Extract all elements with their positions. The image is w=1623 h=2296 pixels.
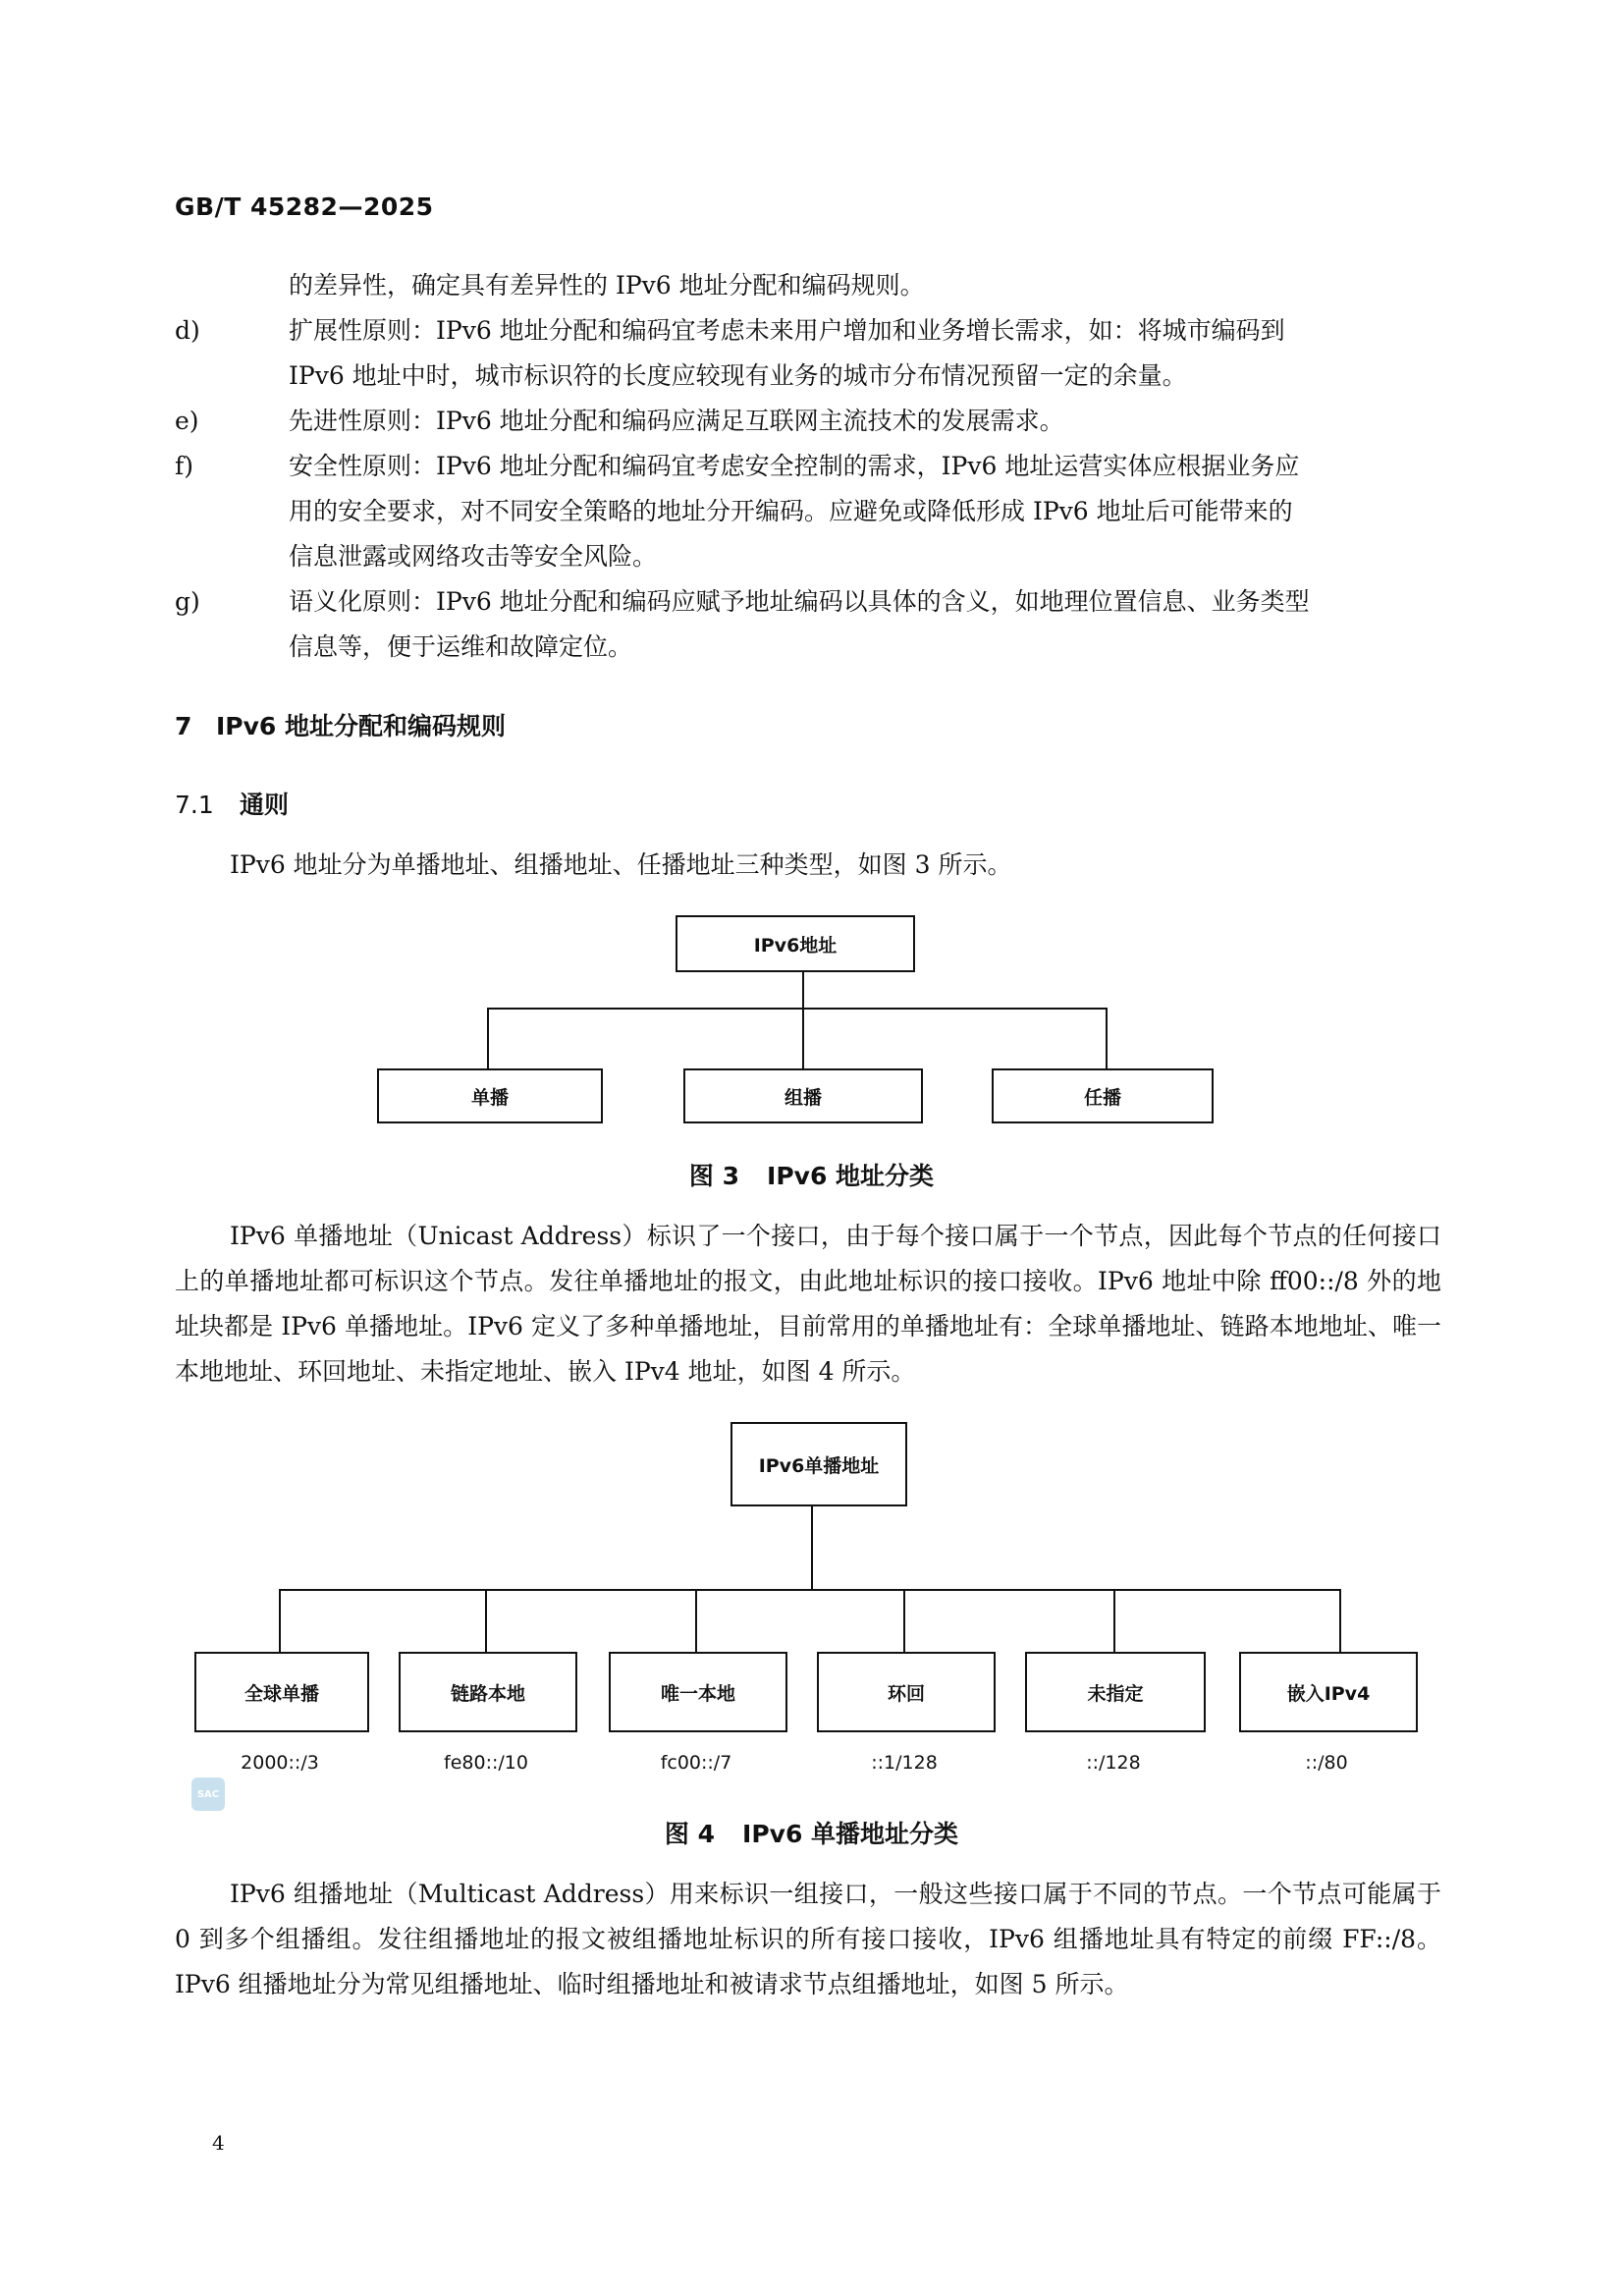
- list-text: 安全性原则：IPv6 地址分配和编码宜考虑安全控制的需求，IPv6 地址运营实体应根据业务应: [289, 452, 1300, 480]
- caption-text: IPv6 地址分类: [767, 1162, 935, 1190]
- section-number: 7: [175, 712, 192, 740]
- sac-watermark-logo: SAC: [191, 1777, 225, 1811]
- principle-d-continuation: IPv6 地址中时，城市标识符的长度应较现有业务的城市分布情况预留一定的余量。: [289, 361, 1187, 390]
- principle-item-e: [175, 399, 1451, 444]
- list-text: 语义化原则：IPv6 地址分配和编码应赋予地址编码以具体的含义，如地理位置信息、业务类型: [289, 587, 1310, 616]
- connector-line: [485, 1589, 487, 1652]
- standard-code: GB/T 45282—2025: [175, 192, 434, 221]
- list-text: 先进性原则：IPv6 地址分配和编码应满足互联网主流技术的发展需求。: [289, 407, 1064, 435]
- prefix-label: ::/80: [1305, 1752, 1348, 1774]
- paragraph-unicast: IPv6 单播地址（Unicast Address）标识了一个接口，由于每个接口属于一个节点，因此每个节点的任何接口上的单播地址都可标识这个节点。发往单播地址的报文，由此地址标识的接口接收。IPv6 地址中除 ff00::/8 外的地址块都是 IPv6 单播地址。IPv6 定义了多种单播地址，目前常用的单播地址有：全球单播地址、链路本地地址、唯一本地地址、环回地址、未指定地址、嵌入 IPv4 地址，如图 4 所示。: [175, 1222, 1441, 1386]
- connector-line: [1106, 1008, 1108, 1068]
- principle-item-g: [175, 579, 1451, 625]
- connector-line: [903, 1589, 905, 1652]
- principle-f-continuation-2: 信息泄露或网络攻击等安全风险。: [289, 542, 658, 571]
- node-anycast: 任播: [992, 1068, 1214, 1123]
- node-loopback: 环回: [817, 1652, 996, 1732]
- prefix-label: 2000::/3: [241, 1752, 319, 1774]
- connector-line: [1339, 1589, 1341, 1652]
- list-marker: e): [175, 407, 199, 435]
- principle-item-f: [175, 444, 1451, 489]
- caption-number: 图 3: [688, 1162, 740, 1190]
- connector-line: [695, 1589, 697, 1652]
- connector-line: [811, 1503, 813, 1591]
- list-marker: f): [175, 452, 194, 480]
- principle-c-continuation: 的差异性，确定具有差异性的 IPv6 地址分配和编码规则。: [289, 271, 925, 300]
- prefix-label: ::/128: [1086, 1752, 1141, 1774]
- section-heading-7: [175, 707, 506, 742]
- list-text: 扩展性原则：IPv6 地址分配和编码宜考虑未来用户增加和业务增长需求，如：将城市编码到: [289, 316, 1285, 345]
- node-unspecified: 未指定: [1025, 1652, 1206, 1732]
- node-multicast: 组播: [683, 1068, 923, 1123]
- figure-4-caption: [0, 1815, 1623, 1850]
- section-title: 通则: [240, 791, 290, 819]
- list-marker: g): [175, 587, 200, 616]
- node-unique-local: 唯一本地: [609, 1652, 787, 1732]
- connector-line: [802, 970, 804, 1010]
- node-unicast: 单播: [377, 1068, 603, 1123]
- caption-text: IPv6 单播地址分类: [742, 1820, 959, 1848]
- principle-g-continuation: 信息等，便于运维和故障定位。: [289, 632, 633, 661]
- section-title: IPv6 地址分配和编码规则: [216, 712, 507, 740]
- connector-line: [487, 1008, 489, 1068]
- node-link-local: 链路本地: [399, 1652, 577, 1732]
- figure-3-caption: [0, 1157, 1623, 1192]
- connector-line: [279, 1589, 1339, 1591]
- prefix-label: fc00::/7: [660, 1752, 732, 1774]
- node-global-unicast: 全球单播: [194, 1652, 369, 1732]
- node-embedded-ipv4: 嵌入IPv4: [1239, 1652, 1418, 1732]
- section-number: 7.1: [175, 791, 214, 819]
- connector-line: [802, 1008, 804, 1068]
- prefix-label: fe80::/10: [444, 1752, 528, 1774]
- connector-line: [487, 1008, 1108, 1010]
- prefix-label: ::1/128: [871, 1752, 938, 1774]
- node-ipv6-unicast: IPv6单播地址: [730, 1422, 907, 1506]
- principle-f-continuation-1: 用的安全要求，对不同安全策略的地址分开编码。应避免或降低形成 IPv6 地址后可能带来的: [289, 497, 1293, 525]
- caption-number: 图 4: [664, 1820, 716, 1848]
- paragraph-address-types: IPv6 地址分为单播地址、组播地址、任播地址三种类型，如图 3 所示。: [230, 850, 1012, 879]
- connector-line: [1113, 1589, 1115, 1652]
- principle-item-d: [175, 308, 1451, 354]
- connector-line: [279, 1589, 281, 1652]
- list-marker: d): [175, 316, 200, 345]
- node-ipv6-address: IPv6地址: [676, 915, 915, 972]
- page-number: 4: [212, 2131, 225, 2155]
- paragraph-multicast: IPv6 组播地址（Multicast Address）用来标识一组接口，一般这些接口属于不同的节点。一个节点可能属于 0 到多个组播组。发往组播地址的报文被组播地址标识的所有接口接收，IPv6 组播地址具有特定的前缀 FF::/8。IPv6 组播地址分为常见组播地址、临时组播地址和被请求节点组播地址，如图 5 所示。: [175, 1880, 1441, 1998]
- section-heading-7-1: [175, 786, 289, 821]
